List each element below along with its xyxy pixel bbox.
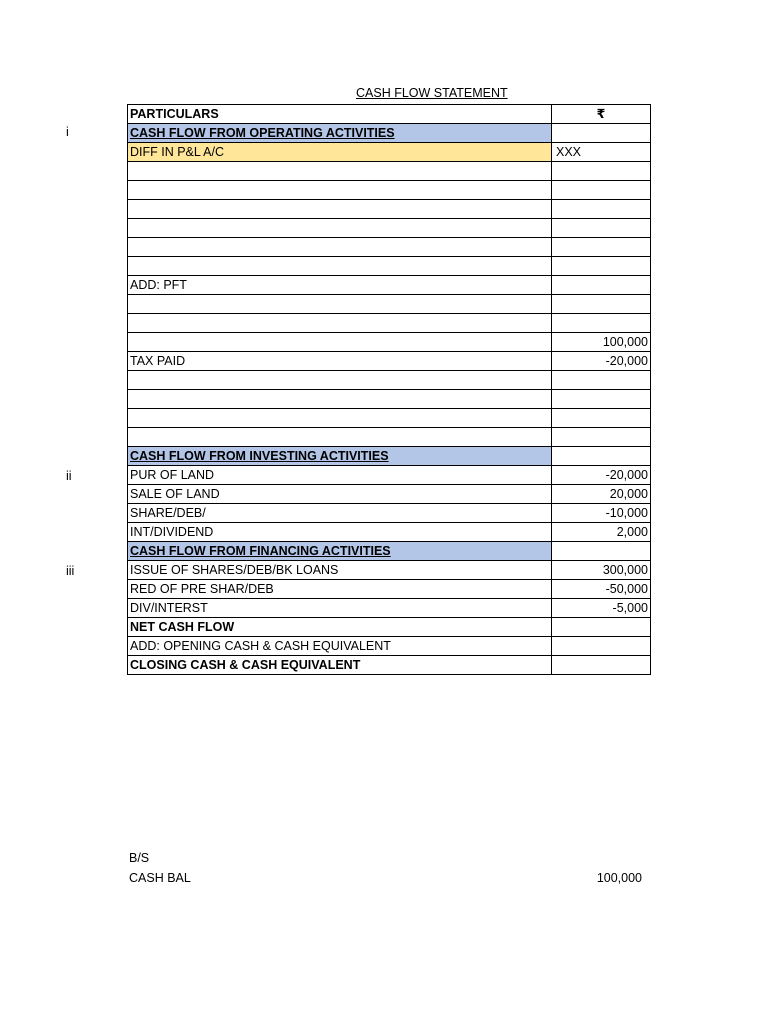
net-cash-flow-row: [128, 618, 651, 637]
empty-cell[interactable]: [552, 656, 651, 675]
section-numeral-financing: iii: [66, 564, 75, 578]
empty-cell[interactable]: [128, 333, 552, 352]
table-row: [128, 295, 651, 314]
financing-item-value[interactable]: -5,000: [552, 599, 651, 618]
empty-cell[interactable]: [552, 447, 651, 466]
section-row-financing: [128, 542, 651, 561]
financing-item-label[interactable]: ISSUE OF SHARES/DEB/BK LOANS: [128, 561, 552, 580]
table-row: [128, 504, 651, 523]
table-row: [128, 599, 651, 618]
empty-cell[interactable]: [128, 200, 552, 219]
empty-cell[interactable]: [552, 181, 651, 200]
empty-cell[interactable]: [552, 276, 651, 295]
empty-cell[interactable]: [128, 314, 552, 333]
financing-item-label[interactable]: DIV/INTERST: [128, 599, 552, 618]
operating-section-label[interactable]: CASH FLOW FROM OPERATING ACTIVITIES: [128, 124, 552, 143]
opening-cash-row: [128, 637, 651, 656]
empty-cell[interactable]: [128, 390, 552, 409]
investing-item-value[interactable]: -10,000: [552, 504, 651, 523]
table-row: [128, 371, 651, 390]
cash-bal-label: CASH BAL: [129, 871, 191, 885]
empty-cell[interactable]: [128, 162, 552, 181]
empty-cell[interactable]: [552, 257, 651, 276]
section-row-operating: [128, 124, 651, 143]
particulars-header[interactable]: PARTICULARS: [128, 105, 552, 124]
table-row: [128, 580, 651, 599]
empty-cell[interactable]: [552, 428, 651, 447]
investing-section-label[interactable]: CASH FLOW FROM INVESTING ACTIVITIES: [128, 447, 552, 466]
table-header-row: [128, 105, 651, 124]
investing-item-label[interactable]: SHARE/DEB/: [128, 504, 552, 523]
table-row: [128, 181, 651, 200]
empty-cell[interactable]: [552, 314, 651, 333]
add-pft-label[interactable]: ADD: PFT: [128, 276, 552, 295]
empty-cell[interactable]: [552, 162, 651, 181]
investing-item-value[interactable]: 20,000: [552, 485, 651, 504]
section-numeral-operating: i: [66, 125, 69, 139]
empty-cell[interactable]: [552, 238, 651, 257]
empty-cell[interactable]: [128, 295, 552, 314]
table-row: [128, 314, 651, 333]
empty-cell[interactable]: [128, 257, 552, 276]
table-row: [128, 352, 651, 371]
table-row: [128, 428, 651, 447]
table-row: [128, 200, 651, 219]
empty-cell[interactable]: [552, 295, 651, 314]
empty-cell[interactable]: [128, 219, 552, 238]
investing-item-label[interactable]: SALE OF LAND: [128, 485, 552, 504]
empty-cell[interactable]: [128, 238, 552, 257]
section-numeral-investing: ii: [66, 469, 72, 483]
empty-cell[interactable]: [552, 618, 651, 637]
tax-paid-label[interactable]: TAX PAID: [128, 352, 552, 371]
diff-pl-value[interactable]: XXX: [552, 143, 651, 162]
empty-cell[interactable]: [552, 409, 651, 428]
closing-cash-label[interactable]: CLOSING CASH & CASH EQUIVALENT: [128, 656, 552, 675]
diff-pl-label[interactable]: DIFF IN P&L A/C: [128, 143, 552, 162]
financing-item-value[interactable]: 300,000: [552, 561, 651, 580]
empty-cell[interactable]: [552, 542, 651, 561]
investing-item-value[interactable]: -20,000: [552, 466, 651, 485]
table-row: [128, 390, 651, 409]
table-row: [128, 485, 651, 504]
net-cash-flow-label[interactable]: NET CASH FLOW: [128, 618, 552, 637]
financing-item-label[interactable]: RED OF PRE SHAR/DEB: [128, 580, 552, 599]
empty-cell[interactable]: [552, 200, 651, 219]
empty-cell[interactable]: [128, 181, 552, 200]
empty-cell[interactable]: [552, 124, 651, 143]
operating-subtotal-value[interactable]: 100,000: [552, 333, 651, 352]
empty-cell[interactable]: [128, 371, 552, 390]
closing-cash-row: [128, 656, 651, 675]
empty-cell[interactable]: [552, 371, 651, 390]
empty-cell[interactable]: [128, 409, 552, 428]
page-title: CASH FLOW STATEMENT: [356, 86, 508, 100]
empty-cell[interactable]: [552, 219, 651, 238]
table-row: [128, 143, 651, 162]
cash-bal-value: 100,000: [596, 871, 642, 885]
investing-item-label[interactable]: INT/DIVIDEND: [128, 523, 552, 542]
table-row: [128, 238, 651, 257]
empty-cell[interactable]: [552, 390, 651, 409]
table-row: [128, 219, 651, 238]
table-row: [128, 162, 651, 181]
investing-item-value[interactable]: 2,000: [552, 523, 651, 542]
empty-cell[interactable]: [128, 428, 552, 447]
financing-item-value[interactable]: -50,000: [552, 580, 651, 599]
table-row: [128, 409, 651, 428]
investing-item-label[interactable]: PUR OF LAND: [128, 466, 552, 485]
opening-cash-label[interactable]: ADD: OPENING CASH & CASH EQUIVALENT: [128, 637, 552, 656]
table-row: [128, 466, 651, 485]
table-row: [128, 523, 651, 542]
table-row: [128, 276, 651, 295]
section-row-investing: [128, 447, 651, 466]
amount-header[interactable]: ₹: [552, 105, 651, 124]
tax-paid-value[interactable]: -20,000: [552, 352, 651, 371]
balance-sheet-heading: B/S: [129, 851, 150, 865]
table-row: [128, 333, 651, 352]
empty-cell[interactable]: [552, 637, 651, 656]
table-row: [128, 257, 651, 276]
financing-section-label[interactable]: CASH FLOW FROM FINANCING ACTIVITIES: [128, 542, 552, 561]
table-row: [128, 561, 651, 580]
cash-flow-table: [127, 104, 651, 675]
